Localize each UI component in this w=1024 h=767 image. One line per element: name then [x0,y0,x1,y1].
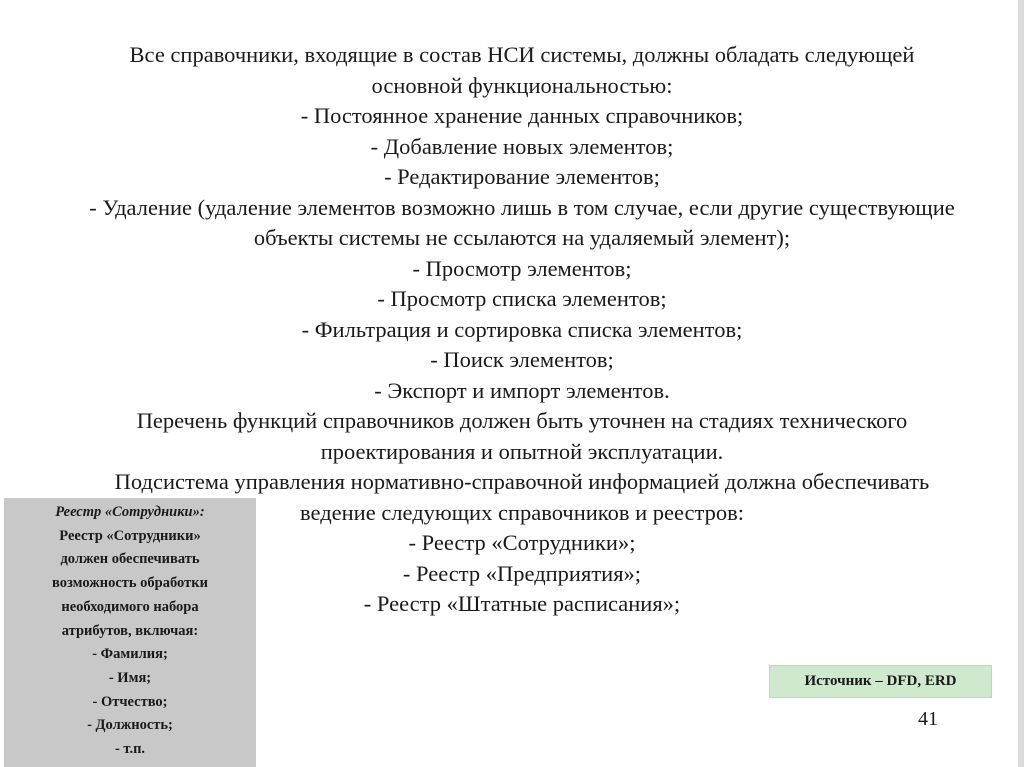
text-line: - Добавление новых элементов; [370,133,674,159]
text-line: основной функциональностью: [371,72,673,98]
side-note-line: необходимого набора [61,598,199,615]
text-line: - Реестр «Сотрудники»; [408,530,636,555]
side-note-line: - Имя; [108,669,152,686]
side-note-line: атрибутов, включая: [61,622,199,639]
side-note-line: - т.п. [114,741,146,758]
side-note-line: - Фамилия; [92,646,168,663]
source-label: Источник – DFD, ERD [769,665,992,698]
side-note-line: возможность обработки [52,575,208,592]
text-line: - Поиск элементов; [430,347,614,372]
text-line: Перечень функций справочников должен быть уточнен на стадиях технического [136,408,908,433]
page-number: 41 [918,708,938,730]
text-line: ведение следующих справочников и реестров: [300,499,744,525]
text-line: объекты системы не ссылаются на удаляемый элемент); [253,225,791,250]
text-line: Подсистема управления нормативно-справочной информацией должна обеспечивать [114,469,930,494]
text-line: - Экспорт и импорт элементов. [374,377,670,403]
text-line: - Реестр «Штатные расписания»; [363,591,681,616]
side-note-header: Реестр «Сотрудники»: [55,504,205,520]
text-line: проектирования и опытной эксплуатации. [320,438,724,464]
text-line: - Просмотр элементов; [412,255,632,281]
text-line: - Просмотр списка элементов; [377,286,667,311]
text-line: - Постоянное хранение данных справочников; [300,103,744,128]
side-note-line: - Должность; [87,717,173,734]
side-note-line: должен обеспечивать [60,551,200,568]
text-line: - Фильтрация и сортировка списка элементов; [301,316,743,342]
text-line: - Удаление (удаление элементов возможно лишь в том случае, если другие существующие [89,194,955,220]
text-line: - Редактирование элементов; [384,164,660,189]
side-note [4,501,256,762]
text-line: - Реестр «Предприятия»; [402,560,642,586]
text-line: Все справочники, входящие в состав НСИ системы, должны обладать следующей [129,42,915,67]
side-note-line: - Отчество; [92,693,168,710]
side-note-line: Реестр «Сотрудники» [59,527,201,544]
